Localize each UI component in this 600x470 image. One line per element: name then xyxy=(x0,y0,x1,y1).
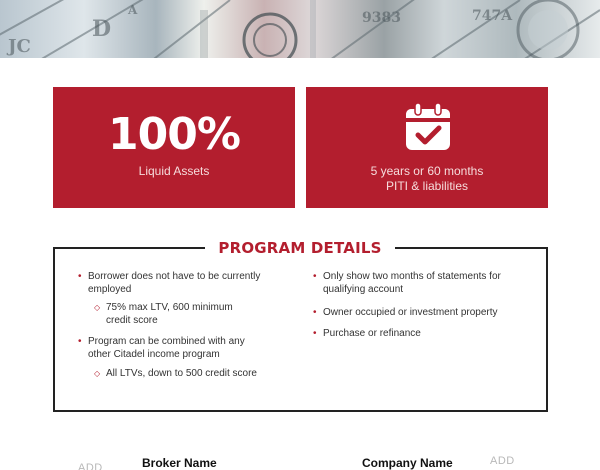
svg-text:A: A xyxy=(128,3,138,17)
liquid-assets-percent: 100% xyxy=(108,109,240,160)
detail-line: other Citadel income program xyxy=(88,349,220,360)
bullet-icon: • xyxy=(313,307,317,318)
bullet-icon: • xyxy=(313,271,317,282)
detail-line: Purchase or refinance xyxy=(323,328,421,339)
detail-subitem-ltv xyxy=(94,301,233,327)
broker-name-label: Broker Name xyxy=(142,456,217,470)
add-logo-placeholder-right[interactable]: ADD xyxy=(490,455,515,467)
detail-item-occupancy xyxy=(313,306,498,319)
add-logo-placeholder-left[interactable]: ADD xyxy=(78,462,103,470)
asset-history-line2: PITI & liabilities xyxy=(385,179,469,193)
detail-line: credit score xyxy=(106,315,158,326)
company-name-label: Company Name xyxy=(362,456,453,470)
detail-subitem-ltvs xyxy=(94,367,257,380)
diamond-bullet-icon: ◇ xyxy=(94,303,101,312)
asset-history-card xyxy=(306,87,548,208)
liquid-assets-card xyxy=(53,87,295,208)
svg-text:9383: 9383 xyxy=(362,10,401,26)
detail-line: All LTVs, down to 500 credit score xyxy=(106,368,257,379)
detail-line: 75% max LTV, 600 minimum xyxy=(106,302,233,313)
detail-item-employment xyxy=(78,270,261,296)
detail-line: Program can be combined with any xyxy=(88,336,245,347)
svg-text:747A: 747A xyxy=(472,8,513,24)
detail-item-combine xyxy=(78,335,245,361)
diamond-bullet-icon: ◇ xyxy=(94,369,101,378)
money-banner-image xyxy=(0,0,600,58)
program-details-title: PROGRAM DETAILS xyxy=(205,238,395,258)
bullet-icon: • xyxy=(78,271,82,282)
detail-line: Borrower does not have to be currently xyxy=(88,271,261,282)
calendar-check-icon xyxy=(404,102,452,152)
detail-line: qualifying account xyxy=(323,284,404,295)
bullet-icon: • xyxy=(78,336,82,347)
bullet-icon: • xyxy=(313,328,317,339)
detail-item-statements xyxy=(313,270,501,296)
detail-item-purpose xyxy=(313,327,421,340)
detail-line: employed xyxy=(88,284,132,295)
svg-text:D: D xyxy=(92,16,112,42)
detail-line: Only show two months of statements for xyxy=(323,271,501,282)
detail-line: Owner occupied or investment property xyxy=(323,307,498,318)
liquid-assets-label: Liquid Assets xyxy=(138,164,210,178)
asset-history-line1: 5 years or 60 months xyxy=(370,164,484,178)
svg-text:JC: JC xyxy=(8,36,31,57)
